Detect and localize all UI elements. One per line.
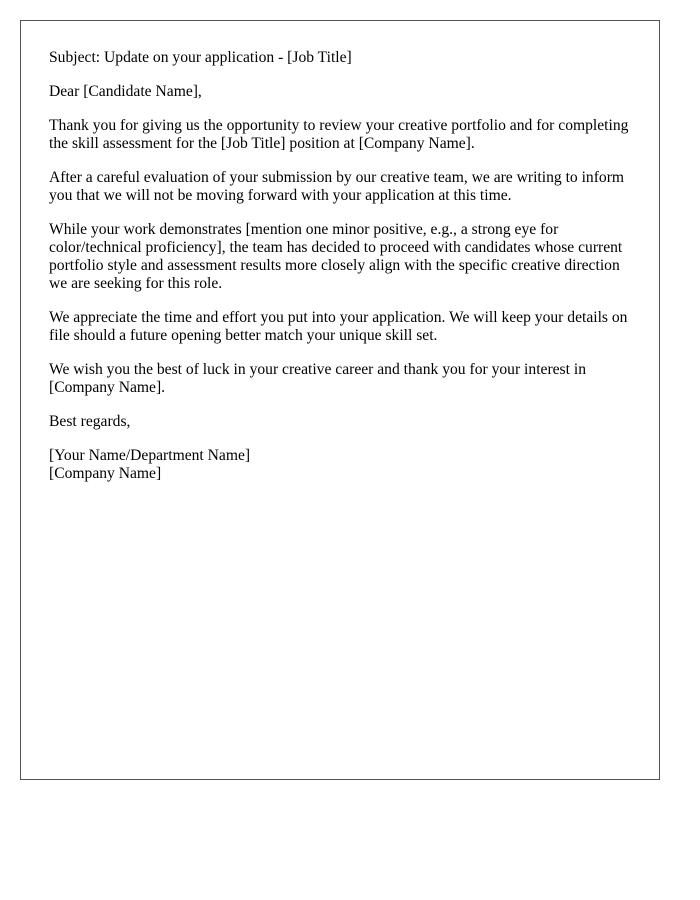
salutation: Dear [Candidate Name],	[49, 83, 202, 100]
paragraph-wishes: We wish you the best of luck in your creative career and thank you for your interest in [Company Name].	[49, 361, 586, 396]
paragraph-appreciation: We appreciate the time and effort you put into your application. We will keep your details on file should a future opening better match your unique skill set.	[49, 309, 628, 344]
closing: Best regards,	[49, 413, 131, 430]
paragraph-feedback: While your work demonstrates [mention one minor positive, e.g., a strong eye for color/technical proficiency], the team has decided to proceed with candidates whose current portfolio style and assessment results more closely align with the specific creative direction we are seeking for this role.	[49, 221, 623, 292]
letter-body	[49, 49, 639, 499]
subject-line: Subject: Update on your application - [Job Title]	[49, 49, 352, 66]
signature-block	[49, 447, 639, 483]
paragraph-decision: After a careful evaluation of your submission by our creative team, we are writing to inform you that we will not be moving forward with your application at this time.	[49, 169, 625, 204]
letter-frame	[20, 20, 660, 780]
signature-name: [Your Name/Department Name]	[49, 447, 251, 464]
signature-company: [Company Name]	[49, 465, 162, 482]
paragraph-thanks: Thank you for giving us the opportunity to review your creative portfolio and for completing the skill assessment for the [Job Title] position at [Company Name].	[49, 117, 629, 152]
